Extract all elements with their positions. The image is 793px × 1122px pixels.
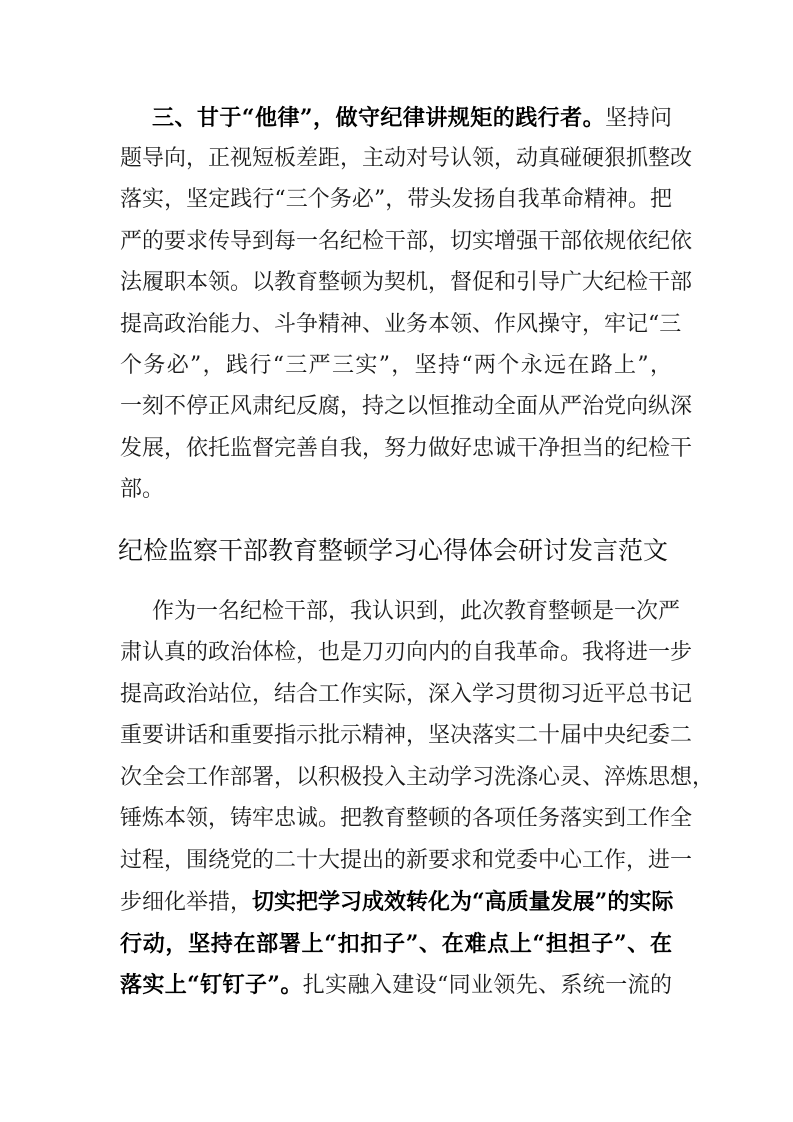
paragraph-line	[152, 103, 672, 134]
line-text: 坚持问	[605, 106, 672, 131]
paragraph-line: 肃认真的政治体检，也是刀刃向内的自我革命。我将进一步	[120, 640, 693, 665]
paragraph-line: 法履职本领。以教育整顿为契机，督促和引导广大纪检干部	[120, 270, 693, 295]
paragraph-line	[120, 970, 672, 1001]
line-text: 扎实融入建设“同业领先、系统一流的	[302, 973, 673, 998]
paragraph-line: 锤炼本领，铸牢忠诚。把教育整顿的各项任务落实到工作全	[120, 806, 693, 831]
bold-emphasis-text: 切实把学习成效转化为“高质量发展”的实际	[252, 889, 674, 915]
bold-heading-text: 三、甘于“他律”，做守纪律讲规矩的践行者。	[152, 105, 606, 131]
paragraph-line: 过程，围绕党的二十大提出的新要求和党委中心工作，进一	[120, 848, 693, 873]
paragraph-line: 部。	[120, 477, 165, 502]
paragraph-line: 落实，坚定践行“三个务必”，带头发扬自我革命精神。把	[120, 187, 672, 212]
paragraph-line	[120, 929, 672, 960]
paragraph-line: 一刻不停正风肃纪反腐，持之以恒推动全面从严治党向纵深	[120, 394, 693, 419]
paragraph-line: 题导向，正视短板差距，主动对号认领，动真碰硬狠抓整改	[120, 146, 693, 171]
paragraph-line: 发展，依托监督完善自我，努力做好忠诚干净担当的纪检干	[120, 436, 693, 461]
paragraph-line: 重要讲话和重要指示批示精神，坚决落实二十届中央纪委二	[120, 723, 693, 748]
paragraph-line: 提高政治站位，结合工作实际，深入学习贯彻习近平总书记	[120, 682, 693, 707]
paragraph-line: 严的要求传导到每一名纪检干部，切实增强干部依规依纪依	[120, 229, 693, 254]
article-title: 纪检监察干部教育整顿学习心得体会研讨发言范文	[118, 536, 669, 565]
paragraph-line: 次全会工作部署，以积极投入主动学习洗涤心灵、淬炼思想，	[120, 765, 715, 790]
bold-emphasis-text: 落实上“钉钉子”。	[120, 972, 303, 998]
paragraph-line	[120, 887, 672, 918]
line-text: 步细化举措，	[120, 890, 253, 915]
paragraph-line: 提高政治能力、斗争精神、业务本领、作风操守，牢记“三	[120, 312, 682, 337]
paragraph-line: 作为一名纪检干部，我认识到，此次教育整顿是一次严	[152, 599, 681, 624]
paragraph-line: 个务必”，践行“三严三实”，坚持“两个永远在路上”，	[120, 353, 672, 378]
bold-emphasis-text: 行动，坚持在部署上“扣扣子”、在难点上“担担子”、在	[120, 931, 672, 957]
